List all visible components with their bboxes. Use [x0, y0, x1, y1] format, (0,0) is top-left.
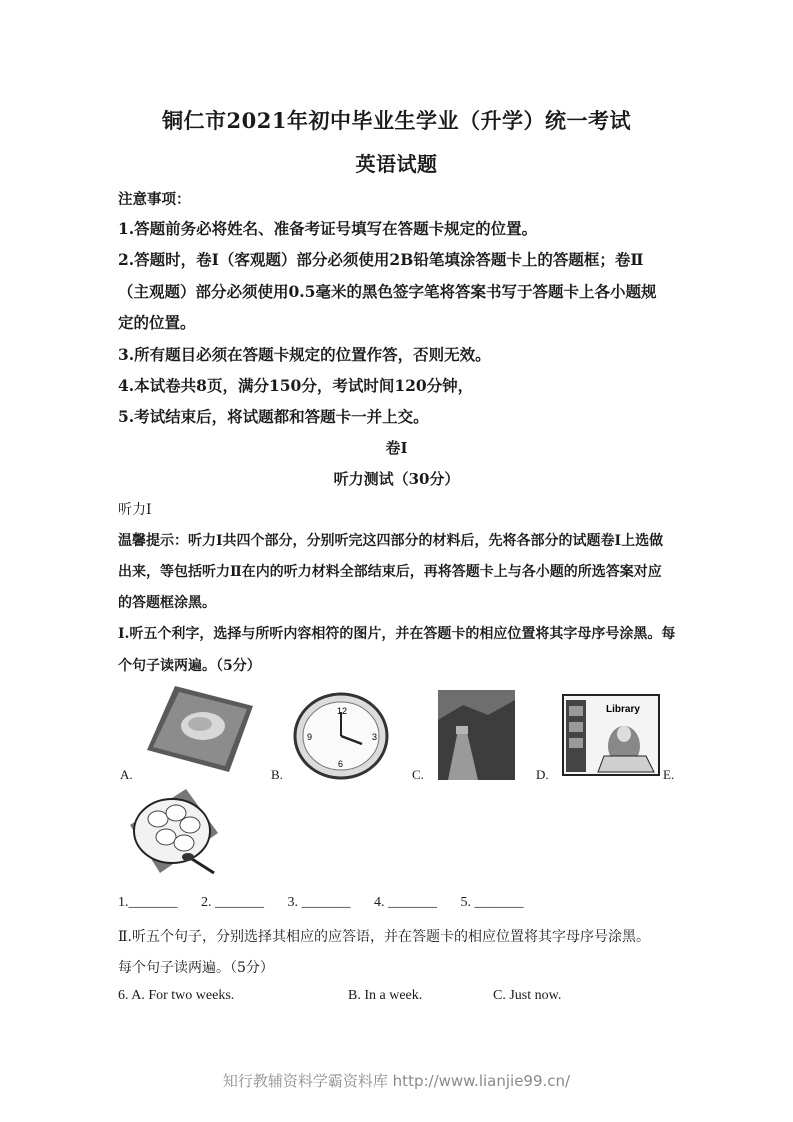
q6-option-c: C. Just now. [493, 988, 562, 1003]
notice-item-2-line-2: （主观题）部分必须使用0.5毫米的黑色签字笔将答案书写于答题卡上各小题规 [118, 282, 657, 301]
notice-item-4: 4.本试卷共8页，满分150分，考试时间120分钟， [118, 376, 474, 395]
exam-subtitle: 英语试题 [355, 152, 438, 176]
svg-text:6: 6 [338, 759, 344, 769]
tip-line-1: 温馨提示：听力Ⅰ共四个部分，分别听完这四部分的材料后，先将各部分的试题卷Ⅰ上选做 [118, 533, 664, 549]
section-heading: 听力测试（30分） [333, 470, 460, 488]
notice-item-5: 5.考试结束后，将试题都和答题卡一并上交。 [118, 407, 429, 426]
listening-label: 听力Ⅰ [118, 502, 152, 518]
part2-instruction-line-2: 每个句子读两遍。（5分） [118, 960, 274, 976]
part1-instruction-line-2: 个句子读两遍。（5分） [118, 658, 261, 674]
blank-4[interactable]: 4. _______ [374, 895, 437, 910]
exam-title: 铜仁市2021年初中毕业生学业（升学）统一考试 [162, 108, 631, 133]
part1-instruction-line-1: Ⅰ.听五个利字，选择与所听内容相符的图片，并在答题卡的相应位置将其字母序号涂黑。每 [118, 626, 676, 642]
picture-c-great-wall [438, 690, 515, 780]
picture-b-clock [292, 692, 390, 780]
picture-d-library [562, 694, 660, 776]
blank-2[interactable]: 2. _______ [201, 895, 264, 910]
notice-item-2-line-1: 2.答题时，卷Ⅰ（客观题）部分必须使用2B铅笔填涂答题卡上的答题框；卷Ⅱ [118, 250, 644, 269]
notice-item-3: 3.所有题目必须在答题卡规定的位置作答，否则无效。 [118, 345, 491, 364]
picture-label-b: B. [271, 767, 283, 782]
svg-text:9: 9 [307, 732, 313, 742]
blank-5[interactable]: 5. _______ [460, 895, 524, 910]
notice-heading: 注意事项： [118, 191, 191, 208]
q6-option-b: B. In a week. [348, 988, 423, 1003]
q6-option-a: 6. A. For two weeks. [118, 988, 235, 1003]
picture-label-a: A. [120, 767, 133, 782]
library-sign: Library [606, 704, 640, 715]
footer-watermark: 知行教辅资料学霸资料库 http://www.lianjie99.cn/ [222, 1072, 571, 1090]
notice-item-2-line-3: 定的位置。 [118, 313, 196, 332]
notice-item-1: 1.答题前务必将姓名、准备考证号填写在答题卡规定的位置。 [118, 219, 538, 238]
picture-label-e: E. [663, 767, 675, 782]
tip-line-2: 出来，等包括听力Ⅱ在内的听力材料全部结束后，再将答题卡上与各小题的所选答案对应 [118, 564, 662, 580]
blank-1[interactable]: 1._______ [118, 895, 178, 910]
answer-blanks [118, 895, 544, 911]
tip-line-3: 的答题框涂黑。 [118, 595, 216, 611]
picture-label-d: D. [536, 767, 549, 782]
picture-label-c: C. [412, 767, 424, 782]
picture-e-dumplings [126, 785, 220, 877]
volume-heading: 卷I [385, 439, 408, 457]
part2-instruction-line-1: Ⅱ.听五个句子，分别选择其相应的应答语，并在答题卡的相应位置将其字母序号涂黑。 [118, 929, 650, 945]
svg-text:3: 3 [372, 732, 378, 742]
picture-a-plate [145, 684, 255, 774]
blank-3[interactable]: 3. _______ [287, 895, 351, 910]
svg-text:12: 12 [337, 706, 348, 716]
